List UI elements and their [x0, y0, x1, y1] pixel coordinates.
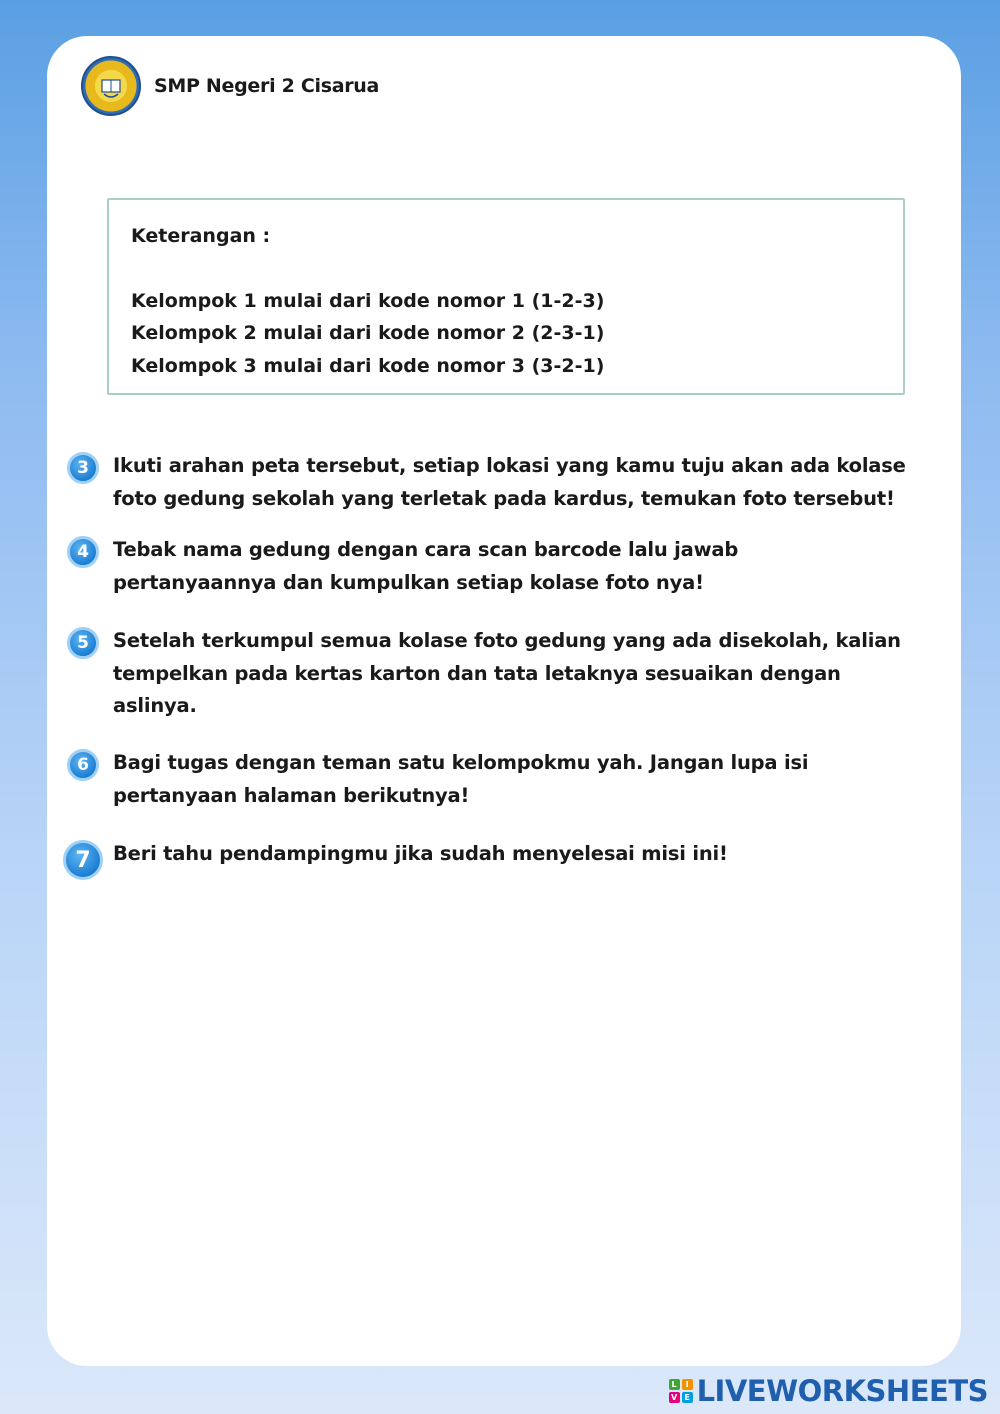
- step-item: [67, 625, 947, 723]
- step-item: [67, 450, 947, 515]
- brand-wordmark: LIVEWORKSHEETS: [696, 1374, 988, 1408]
- step-item: [67, 534, 947, 599]
- step-number-badge: 6: [67, 749, 99, 781]
- info-line: Kelompok 3 mulai dari kode nomor 3 (3-2-1): [131, 354, 605, 377]
- info-box-title: Keterangan :: [131, 225, 271, 247]
- step-text: Bagi tugas dengan teman satu kelompokmu yah. Jangan lupa isi pertanyaan halaman berikutnya!: [113, 751, 809, 807]
- worksheet-card: [47, 36, 961, 1366]
- step-text: Ikuti arahan peta tersebut, setiap lokasi yang kamu tuju akan ada kolase foto gedung sekolah yang terletak pada kardus, temukan foto tersebut!: [113, 454, 906, 510]
- info-line: Kelompok 2 mulai dari kode nomor 2 (2-3-1): [131, 322, 605, 344]
- info-box: [107, 198, 905, 395]
- step-text: Setelah terkumpul semua kolase foto gedung yang ada disekolah, kalian tempelkan pada kertas karton dan tata letaknya sesuaikan dengan aslinya.: [113, 629, 901, 717]
- step-number-badge: 3: [67, 452, 99, 484]
- step-number-badge: 7: [63, 840, 103, 880]
- school-logo-icon: [81, 56, 141, 116]
- step-number-badge: 4: [67, 536, 99, 568]
- step-item: [67, 838, 947, 880]
- school-header: [81, 56, 379, 116]
- school-name: SMP Negeri 2 Cisarua: [154, 75, 380, 97]
- liveworksheets-brand: [669, 1374, 988, 1408]
- liveworksheets-logo-icon: L I V E: [669, 1379, 693, 1403]
- step-text: Beri tahu pendampingmu jika sudah menyelesai misi ini!: [113, 842, 728, 865]
- step-number-badge: 5: [67, 627, 99, 659]
- info-line: Kelompok 1 mulai dari kode nomor 1 (1-2-3): [131, 289, 605, 312]
- step-text: Tebak nama gedung dengan cara scan barcode lalu jawab pertanyaannya dan kumpulkan setiap kolase foto nya!: [113, 538, 739, 594]
- step-item: [67, 747, 947, 812]
